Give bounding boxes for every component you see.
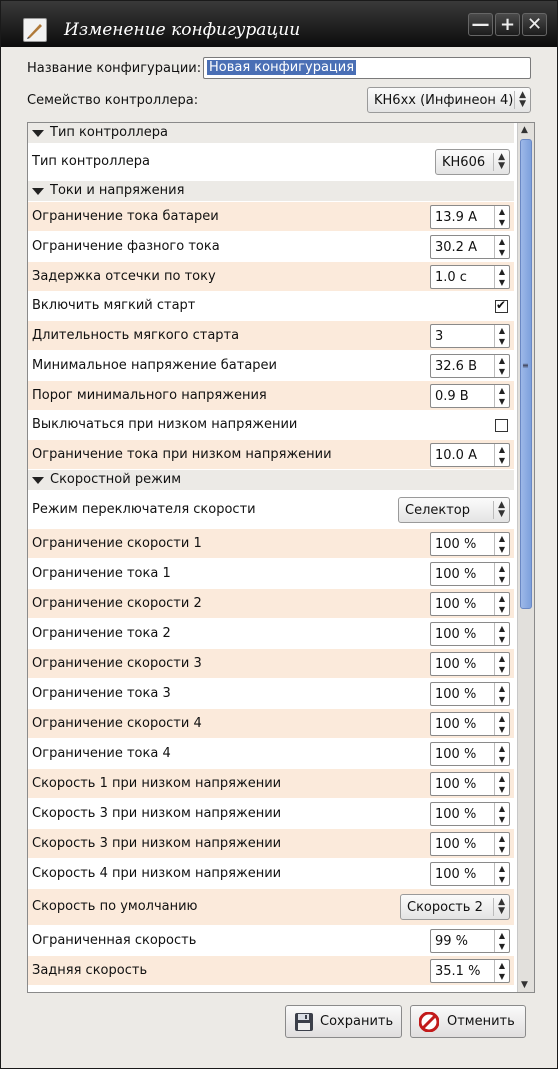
spinbox-value: 100 % <box>435 837 477 852</box>
chevron-updown-icon: ▲ ▼ <box>514 91 526 109</box>
config-name-value: Новая конфигурация <box>209 60 355 75</box>
grip-icon: ≡ <box>522 361 529 370</box>
close-button[interactable]: ✕ <box>522 13 547 36</box>
save-button[interactable] <box>285 1005 402 1038</box>
value-spinbox[interactable] <box>430 959 510 983</box>
spinbox-value: 100 % <box>435 717 477 732</box>
scrollbar-thumb[interactable] <box>520 139 532 609</box>
spin-arrows-icon[interactable]: ▲ ▼ <box>494 236 509 258</box>
floppy-disk-icon <box>294 1012 314 1032</box>
tree-row[interactable] <box>28 381 514 410</box>
tree-row[interactable] <box>28 440 514 469</box>
cancel-icon <box>419 1012 439 1032</box>
vertical-scrollbar[interactable] <box>517 123 534 992</box>
setting-label: Ограничение скорости 1 <box>32 536 202 551</box>
expander-arrow-icon[interactable] <box>32 188 44 195</box>
setting-label: Скорость 1 при низком напряжении <box>32 776 282 791</box>
spinbox-value: 100 % <box>435 747 477 762</box>
spinbox-value: 3 <box>435 329 444 344</box>
tree-row[interactable] <box>28 956 514 985</box>
value-select[interactable] <box>398 497 510 523</box>
value-spinbox[interactable] <box>430 742 510 766</box>
setting-label: Ограничение тока при низком напряжении <box>32 447 332 462</box>
setting-checkbox[interactable] <box>495 300 508 313</box>
tree-row[interactable] <box>28 321 514 350</box>
tree-row[interactable] <box>28 559 514 588</box>
chevron-updown-icon: ▲ ▼ <box>493 898 505 916</box>
controller-family-label: Семейство контроллера: <box>27 93 199 108</box>
select-value: KH606 <box>442 155 486 170</box>
tree-section-label: Тип контроллера <box>50 125 168 140</box>
value-spinbox[interactable] <box>430 384 510 408</box>
tree-row[interactable] <box>28 769 514 798</box>
setting-label: Ограничение тока 1 <box>32 566 171 581</box>
spin-arrows-icon[interactable]: ▲ ▼ <box>494 325 509 347</box>
setting-label: Ограничение скорости 3 <box>32 656 202 671</box>
spin-arrows-icon[interactable]: ▲ ▼ <box>494 623 509 645</box>
spinbox-value: 100 % <box>435 687 477 702</box>
tree-section-currents-voltages[interactable] <box>28 181 514 201</box>
value-spinbox[interactable] <box>430 532 510 556</box>
setting-label: Ограничение скорости 2 <box>32 596 202 611</box>
value-spinbox[interactable] <box>430 929 510 953</box>
setting-label: Скорость 3 при низком напряжении <box>32 836 282 851</box>
app-icon <box>23 18 47 42</box>
setting-label: Минимальное напряжение батареи <box>32 358 277 373</box>
spin-arrows-icon[interactable]: ▲ ▼ <box>494 683 509 705</box>
setting-label: Длительность мягкого старта <box>32 328 240 343</box>
spin-arrows-icon[interactable]: ▲ ▼ <box>494 930 509 952</box>
value-spinbox[interactable] <box>430 205 510 229</box>
setting-label: Скорость 3 при низком напряжении <box>32 806 282 821</box>
settings-tree[interactable] <box>27 122 535 993</box>
spin-arrows-icon[interactable]: ▲ ▼ <box>494 593 509 615</box>
spin-arrows-icon[interactable]: ▲ ▼ <box>494 833 509 855</box>
tree-row[interactable] <box>28 144 514 180</box>
spinbox-value: 30.2 A <box>435 240 477 255</box>
setting-label: Ограничение тока 2 <box>32 626 171 641</box>
value-spinbox[interactable] <box>430 265 510 289</box>
config-name-label: Название конфигурации: <box>27 61 202 76</box>
tree-row[interactable] <box>28 529 514 558</box>
spin-arrows-icon[interactable]: ▲ ▼ <box>494 355 509 377</box>
value-spinbox[interactable] <box>430 354 510 378</box>
tree-section-label: Скоростной режим <box>50 472 182 487</box>
spin-arrows-icon[interactable]: ▲ ▼ <box>494 773 509 795</box>
dialog-content <box>1 47 557 1068</box>
tree-row[interactable] <box>28 829 514 858</box>
setting-label: Задержка отсечки по току <box>32 269 216 284</box>
tree-row[interactable] <box>28 491 514 528</box>
value-spinbox[interactable] <box>430 443 510 467</box>
spinbox-value: 99 % <box>435 934 469 949</box>
spinbox-value: 100 % <box>435 567 477 582</box>
chevron-updown-icon: ▲ ▼ <box>493 153 505 171</box>
value-spinbox[interactable] <box>430 712 510 736</box>
spin-arrows-icon[interactable]: ▲ ▼ <box>494 803 509 825</box>
tree-row[interactable] <box>28 262 514 291</box>
setting-label: Ограничение тока 3 <box>32 686 171 701</box>
value-spinbox[interactable] <box>430 562 510 586</box>
scroll-down-icon[interactable]: ▼ <box>521 980 528 990</box>
value-spinbox[interactable] <box>430 802 510 826</box>
spin-arrows-icon[interactable]: ▲ ▼ <box>494 713 509 735</box>
tree-row[interactable] <box>28 589 514 618</box>
cancel-button-label: Отменить <box>447 1014 515 1029</box>
tree-section-label: Токи и напряжения <box>50 183 185 198</box>
spinbox-value: 10.0 A <box>435 448 477 463</box>
tree-row[interactable] <box>28 926 514 955</box>
scroll-up-icon[interactable]: ▲ <box>521 125 528 135</box>
tree-section-controller-type[interactable] <box>28 123 514 143</box>
tree-row[interactable] <box>28 799 514 828</box>
spinbox-value: 100 % <box>435 777 477 792</box>
config-name-input[interactable] <box>203 57 531 79</box>
tree-row[interactable] <box>28 351 514 380</box>
tree-row[interactable] <box>28 411 514 439</box>
setting-checkbox[interactable] <box>495 419 508 432</box>
setting-label: Скорость 4 при низком напряжении <box>32 866 282 881</box>
spin-arrows-icon[interactable]: ▲ ▼ <box>494 563 509 585</box>
spin-arrows-icon[interactable]: ▲ ▼ <box>494 444 509 466</box>
window-title: Изменение конфигурации <box>64 20 301 40</box>
minimize-button[interactable]: — <box>468 13 493 36</box>
spinbox-value: 100 % <box>435 537 477 552</box>
tree-row[interactable] <box>28 202 514 231</box>
controller-family-select[interactable] <box>367 87 531 113</box>
spinbox-value: 100 % <box>435 867 477 882</box>
select-value: Скорость 2 <box>407 900 483 915</box>
spinbox-value: 35.1 % <box>435 964 481 979</box>
tree-row[interactable] <box>28 619 514 648</box>
spinbox-value: 0.9 В <box>435 389 469 404</box>
value-spinbox[interactable] <box>430 652 510 676</box>
spinbox-value: 1.0 с <box>435 270 467 285</box>
setting-label: Выключаться при низком напряжении <box>32 417 298 432</box>
spin-arrows-icon[interactable]: ▲ ▼ <box>494 863 509 885</box>
setting-label: Ограничение тока батареи <box>32 209 219 224</box>
spin-arrows-icon[interactable]: ▲ ▼ <box>494 743 509 765</box>
value-spinbox[interactable] <box>430 772 510 796</box>
spinbox-value: 100 % <box>435 807 477 822</box>
spin-arrows-icon[interactable]: ▲ ▼ <box>494 960 509 982</box>
save-button-label: Сохранить <box>320 1014 394 1029</box>
tree-row[interactable] <box>28 232 514 261</box>
setting-label: Задняя скорость <box>32 963 148 978</box>
setting-label: Ограничение скорости 4 <box>32 716 202 731</box>
spin-arrows-icon[interactable]: ▲ ▼ <box>494 533 509 555</box>
tree-row[interactable] <box>28 679 514 708</box>
setting-label: Тип контроллера <box>32 154 150 169</box>
controller-family-value: KH6xx (Инфинеон 4) <box>374 93 514 108</box>
value-select[interactable] <box>400 894 510 920</box>
spin-arrows-icon[interactable]: ▲ ▼ <box>494 266 509 288</box>
select-value: Селектор <box>405 503 471 518</box>
tree-row[interactable] <box>28 649 514 678</box>
tree-row[interactable] <box>28 292 514 320</box>
tree-section-speed-mode[interactable] <box>28 470 514 490</box>
spinbox-value: 32.6 В <box>435 359 477 374</box>
spinbox-value: 100 % <box>435 627 477 642</box>
value-spinbox[interactable] <box>430 324 510 348</box>
maximize-button[interactable]: + <box>495 13 520 36</box>
setting-label: Порог минимального напряжения <box>32 388 267 403</box>
spinbox-value: 100 % <box>435 657 477 672</box>
setting-label: Режим переключателя скорости <box>32 502 256 517</box>
title-bar[interactable] <box>1 1 557 47</box>
value-spinbox[interactable] <box>430 622 510 646</box>
tree-row[interactable] <box>28 889 514 925</box>
setting-label: Скорость по умолчанию <box>32 899 198 914</box>
setting-label: Ограниченная скорость <box>32 933 197 948</box>
spin-arrows-icon[interactable]: ▲ ▼ <box>494 385 509 407</box>
spin-arrows-icon[interactable]: ▲ ▼ <box>494 206 509 228</box>
spinbox-value: 13.9 A <box>435 210 477 225</box>
spin-arrows-icon[interactable]: ▲ ▼ <box>494 653 509 675</box>
tree-row[interactable] <box>28 859 514 888</box>
setting-label: Ограничение тока 4 <box>32 746 171 761</box>
setting-label: Включить мягкий старт <box>32 298 196 313</box>
expander-arrow-icon[interactable] <box>32 477 44 484</box>
value-select[interactable] <box>435 149 510 175</box>
expander-arrow-icon[interactable] <box>32 130 44 137</box>
value-spinbox[interactable] <box>430 862 510 886</box>
value-spinbox[interactable] <box>430 592 510 616</box>
chevron-updown-icon: ▲ ▼ <box>493 501 505 519</box>
tree-row[interactable] <box>28 709 514 738</box>
value-spinbox[interactable] <box>430 235 510 259</box>
value-spinbox[interactable] <box>430 682 510 706</box>
cancel-button[interactable] <box>410 1005 526 1038</box>
spinbox-value: 100 % <box>435 597 477 612</box>
tree-row[interactable] <box>28 739 514 768</box>
value-spinbox[interactable] <box>430 832 510 856</box>
setting-label: Ограничение фазного тока <box>32 239 220 254</box>
